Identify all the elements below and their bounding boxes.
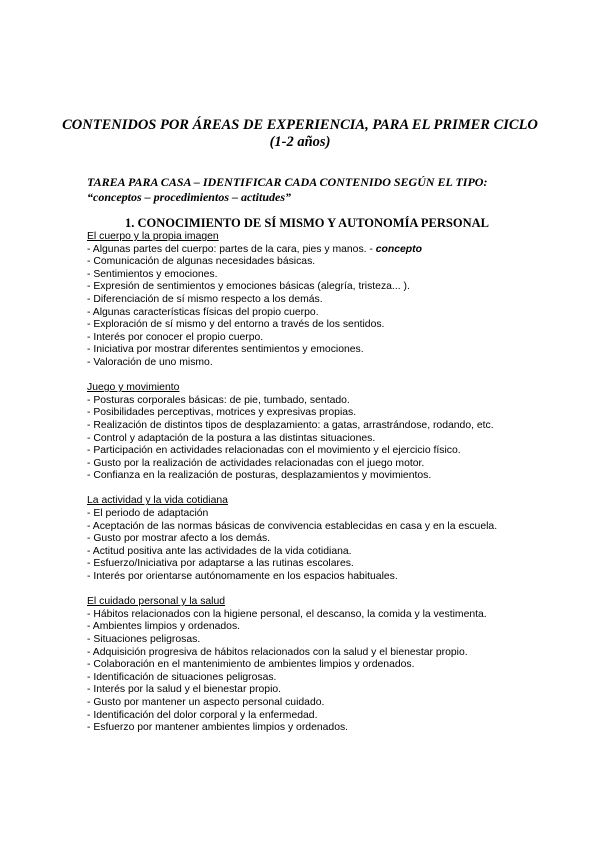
list-item: - Hábitos relacionados con la higiene personal, el descanso, la comida y la vestimenta.	[87, 608, 487, 620]
list-item: - Iniciativa por mostrar diferentes sentimientos y emociones.	[87, 344, 364, 356]
list-item: - Colaboración en el mantenimiento de ambientes limpios y ordenados.	[87, 659, 415, 671]
list-item: - Actitud positiva ante las actividades de la vida cotidiana.	[87, 545, 352, 557]
subsection-daily-life	[87, 495, 517, 583]
list-item: - Ambientes limpios y ordenados.	[87, 621, 241, 633]
section-heading: 1. CONOCIMIENTO DE SÍ MISMO Y AUTONOMÍA PERSONAL	[125, 216, 489, 230]
list-item: - El periodo de adaptación	[87, 508, 209, 520]
list-item: - Sentimientos y emociones.	[87, 268, 218, 280]
list-item: - Diferenciación de sí mismo respecto a los demás.	[87, 293, 323, 305]
list-item: - Adquisición progresiva de hábitos relacionados con la salud y el bienestar propio.	[87, 646, 468, 658]
list-item: - Control y adaptación de la postura a las distintas situaciones.	[87, 432, 376, 444]
list-item: - Situaciones peligrosas.	[87, 634, 201, 645]
list-item: - Gusto por la realización de actividades relacionadas con el juego motor.	[87, 457, 425, 469]
list-item: - Esfuerzo/Iniciativa por adaptarse a las rutinas escolares.	[87, 558, 354, 570]
list-item: - Gusto por mostrar afecto a los demás.	[87, 533, 271, 545]
subsection-body-image	[87, 231, 517, 370]
subsection-title: El cuidado personal y la salud	[87, 596, 226, 608]
list-item: - Posibilidades perceptivas, motrices y expresivas propias.	[87, 407, 357, 419]
task-instruction: TAREA PARA CASA – IDENTIFICAR CADA CONTENIDO SEGÚN EL TIPO:	[87, 175, 488, 189]
document-title: CONTENIDOS POR ÁREAS DE EXPERIENCIA, PARA EL PRIMER CICLO (1-2 años)	[62, 117, 538, 150]
subsection-title: Juego y movimiento	[87, 382, 180, 394]
list-item: - Interés por conocer el propio cuerpo.	[87, 331, 264, 343]
item-text: - Algunas partes del cuerpo: partes de la cara, pies y manos. -	[87, 243, 376, 255]
list-item: - Aceptación de las normas básicas de convivencia establecidas en casa y en la escuela.	[87, 520, 498, 532]
list-item: - Realización de distintos tipos de desplazamiento: a gatas, arrastrándose, rodando, etc.	[87, 419, 494, 431]
list-item: - Valoración de uno mismo.	[87, 356, 213, 368]
list-item: - Interés por orientarse autónomamente en los espacios habituales.	[87, 571, 398, 583]
section-content	[87, 231, 517, 735]
list-item	[87, 244, 517, 257]
list-item: - Posturas corporales básicas: de pie, tumbado, sentado.	[87, 394, 350, 406]
task-types: “conceptos – procedimientos – actitudes”	[87, 189, 291, 204]
list-item: - Identificación del dolor corporal y la enfermedad.	[87, 709, 318, 721]
list-item: - Confianza en la realización de posturas, desplazamientos y movimientos.	[87, 470, 432, 482]
list-item: - Esfuerzo por mantener ambientes limpios y ordenados.	[87, 722, 349, 734]
list-item: - Comunicación de algunas necesidades básicas.	[87, 256, 316, 268]
list-item: - Exploración de sí mismo y del entorno a través de los sentidos.	[87, 319, 385, 331]
list-item: - Algunas características físicas del propio cuerpo.	[87, 306, 319, 318]
subsection-title: La actividad y la vida cotidiana	[87, 495, 228, 507]
list-item: - Participación en actividades relacionadas con el movimiento y el ejercicio físico.	[87, 445, 461, 457]
subsection-title: El cuerpo y la propia imagen	[87, 231, 219, 242]
list-item: - Gusto por mantener un aspecto personal cuidado.	[87, 696, 325, 708]
list-item: - Expresión de sentimientos y emociones básicas (alegría, tristeza... ).	[87, 281, 410, 293]
subsection-play-movement	[87, 382, 517, 483]
list-item: - Interés por la salud y el bienestar propio.	[87, 684, 282, 696]
content-type-tag: concepto	[375, 243, 422, 255]
homework-task	[87, 175, 527, 204]
list-item: - Identificación de situaciones peligrosas.	[87, 671, 277, 683]
subsection-personal-care	[87, 596, 517, 735]
